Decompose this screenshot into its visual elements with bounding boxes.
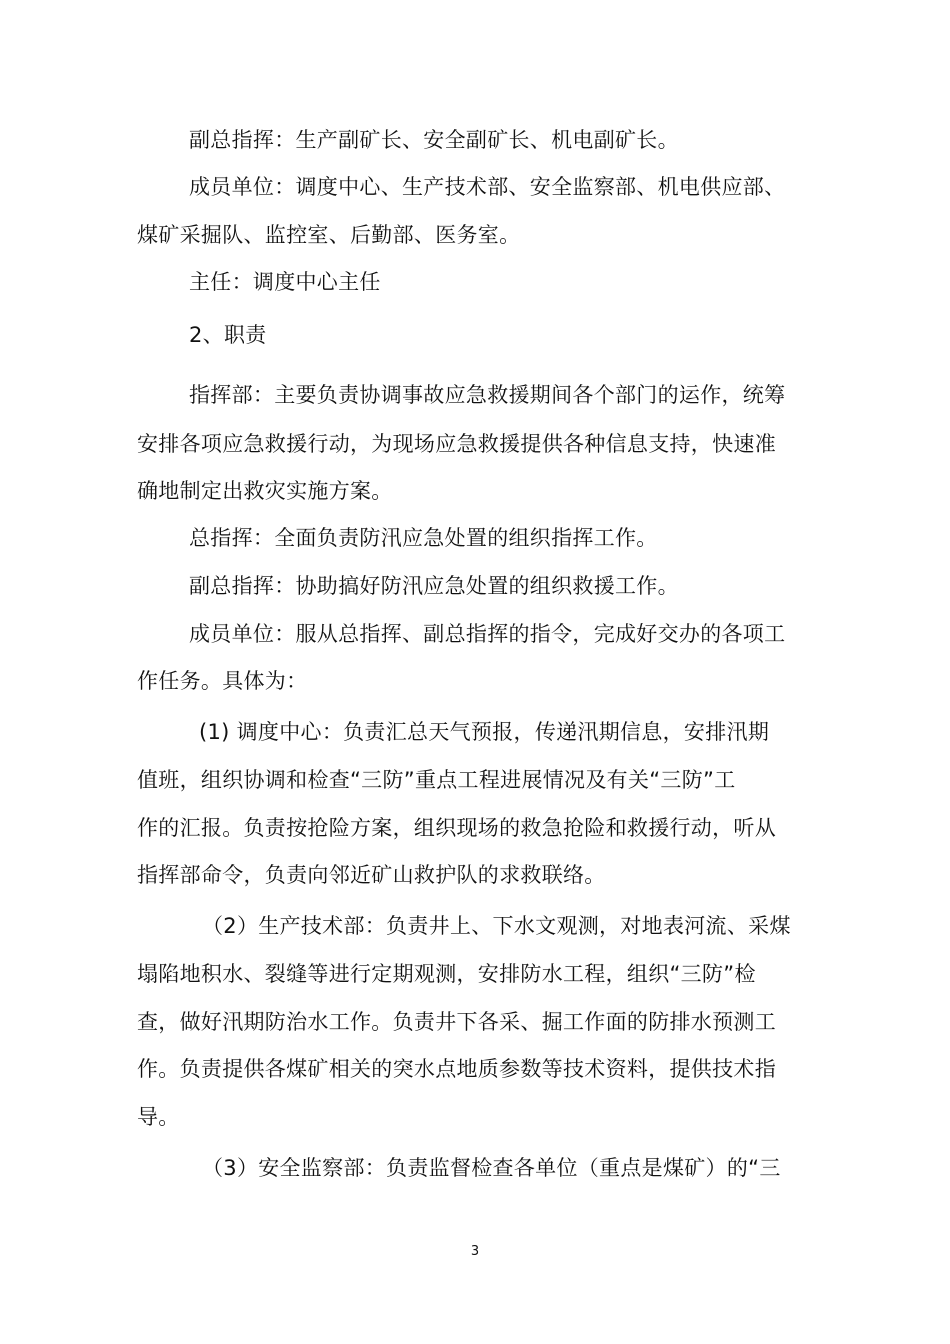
text-line: 查，做好汛期防治水工作。负责井下各采、掘工作面的防排水预测工 — [137, 1010, 776, 1034]
text-line: （2）生产技术部：负责井上、下水文观测，对地表河流、采煤 — [202, 914, 791, 938]
text-line: 确地制定出救灾实施方案。 — [137, 479, 393, 503]
text-line: 塌陷地积水、裂缝等进行定期观测，安排防水工程，组织“三防”检 — [137, 962, 756, 986]
text-line: （3）安全监察部：负责监督检查各单位（重点是煤矿）的“三 — [202, 1156, 781, 1180]
text-line: 成员单位：服从总指挥、副总指挥的指令，完成好交办的各项工 — [189, 622, 786, 646]
text-line: 主任：调度中心主任 — [189, 270, 381, 294]
text-line: (1) 调度中心：负责汇总天气预报，传递汛期信息，安排汛期 — [199, 720, 770, 744]
text-line: 总指挥：全面负责防汛应急处置的组织指挥工作。 — [189, 526, 658, 550]
text-line: 副总指挥：生产副矿长、安全副矿长、机电副矿长。 — [189, 128, 679, 152]
text-line: 作。负责提供各煤矿相关的突水点地质参数等技术资料，提供技术指 — [137, 1057, 776, 1081]
text-line: 值班，组织协调和检查“三防”重点工程进展情况及有关“三防”工 — [137, 768, 736, 792]
section-heading: 2、职责 — [189, 323, 267, 347]
page-number: 3 — [470, 1244, 480, 1259]
text-line: 成员单位：调度中心、生产技术部、安全监察部、机电供应部、 — [189, 175, 786, 199]
text-line: 指挥部命令，负责向邻近矿山救护队的求救联络。 — [137, 863, 606, 887]
text-line: 煤矿采掘队、监控室、后勤部、医务室。 — [137, 223, 521, 247]
text-line: 指挥部：主要负责协调事故应急救援期间各个部门的运作，统筹 — [189, 383, 786, 407]
text-line: 作任务。具体为： — [137, 669, 308, 693]
text-line: 安排各项应急救援行动，为现场应急救援提供各种信息支持，快速准 — [137, 432, 776, 456]
text-line: 作的汇报。负责按抢险方案，组织现场的救急抢险和救援行动，听从 — [137, 816, 776, 840]
text-line: 副总指挥：协助搞好防汛应急处置的组织救援工作。 — [189, 574, 679, 598]
text-line: 导。 — [137, 1105, 180, 1129]
